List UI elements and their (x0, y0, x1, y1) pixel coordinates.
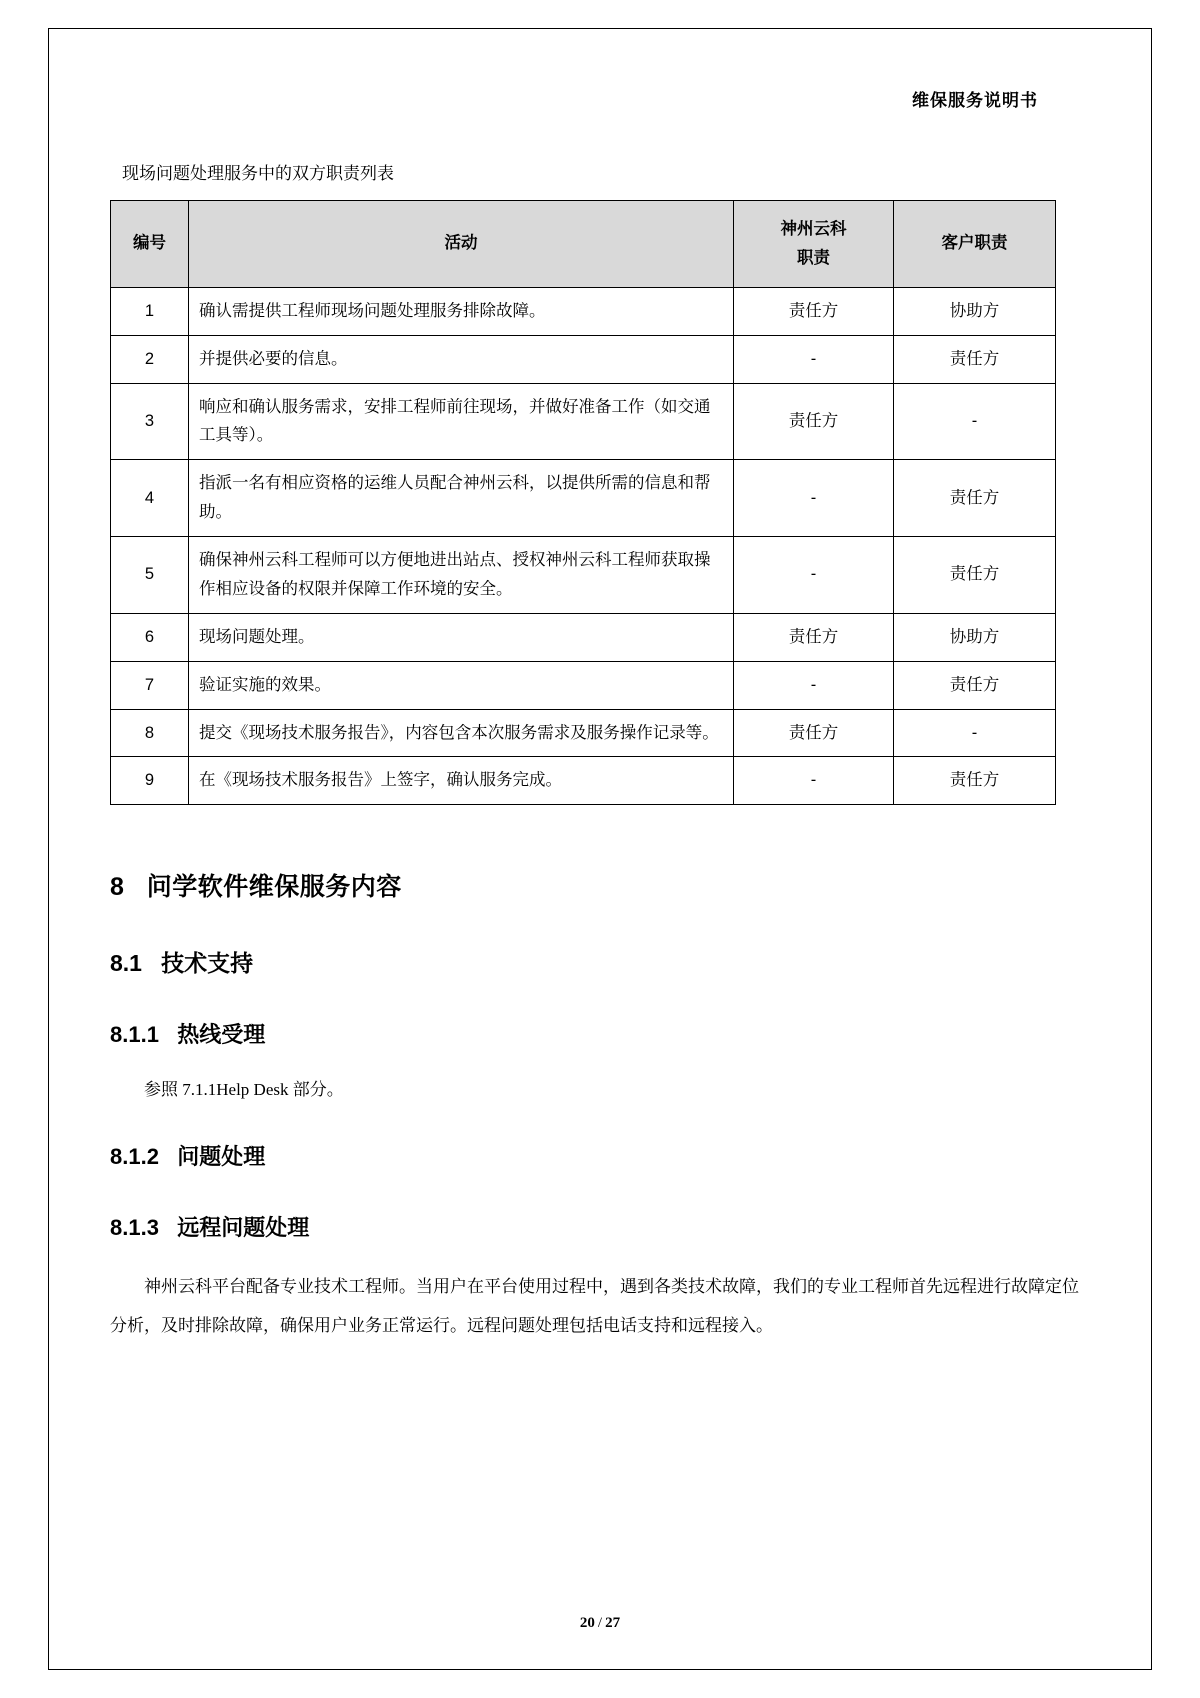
cell-activity: 响应和确认服务需求，安排工程师前往现场，并做好准备工作（如交通工具等）。 (189, 383, 734, 460)
cell-no: 2 (111, 335, 189, 383)
table-row (111, 613, 1056, 661)
cell-szyk-duty: - (734, 335, 894, 383)
cell-szyk-duty: - (734, 537, 894, 614)
cell-no: 4 (111, 460, 189, 537)
heading-8-number: 8 (110, 873, 125, 902)
cell-szyk-duty: 责任方 (734, 287, 894, 335)
heading-8-1-1-number: 8.1.1 (110, 1022, 159, 1048)
table-row (111, 287, 1056, 335)
cell-szyk-duty: - (734, 460, 894, 537)
cell-activity: 现场问题处理。 (189, 613, 734, 661)
paragraph-8-1-3: 神州云科平台配备专业技术工程师。当用户在平台使用过程中，遇到各类技术故障，我们的专业工程师首先远程进行故障定位分析，及时排除故障，确保用户业务正常运行。远程问题处理包括电话支持和远程接入。 (110, 1277, 1079, 1335)
column-header-customer-duty: 客户职责 (894, 201, 1056, 288)
heading-8-title: 问学软件维保服务内容 (146, 873, 402, 902)
heading-8-1-number: 8.1 (110, 950, 142, 977)
cell-activity: 确认需提供工程师现场问题处理服务排除故障。 (189, 287, 734, 335)
heading-8-1-3 (110, 1211, 1090, 1242)
heading-8-1 (110, 945, 1090, 978)
table-row (111, 460, 1056, 537)
cell-customer-duty: 责任方 (894, 537, 1056, 614)
cell-no: 5 (111, 537, 189, 614)
table-row (111, 383, 1056, 460)
cell-szyk-duty: 责任方 (734, 613, 894, 661)
cell-activity: 并提供必要的信息。 (189, 335, 734, 383)
page-content (48, 28, 1152, 1670)
cell-customer-duty: 责任方 (894, 661, 1056, 709)
cell-no: 3 (111, 383, 189, 460)
cell-customer-duty: 协助方 (894, 613, 1056, 661)
cell-szyk-duty: 责任方 (734, 709, 894, 757)
footer-current-page: 20 (579, 1615, 595, 1631)
table-caption: 现场问题处理服务中的双方职责列表 (122, 164, 394, 183)
cell-activity: 验证实施的效果。 (189, 661, 734, 709)
column-header-szyk-line1: 神州云科 (780, 220, 847, 238)
cell-customer-duty: 责任方 (894, 335, 1056, 383)
cell-customer-duty: 责任方 (894, 460, 1056, 537)
cell-activity: 指派一名有相应资格的运维人员配合神州云科，以提供所需的信息和帮助。 (189, 460, 734, 537)
heading-8-1-2-number: 8.1.2 (110, 1144, 159, 1170)
column-header-activity: 活动 (189, 201, 734, 288)
cell-no: 9 (111, 757, 189, 805)
cell-szyk-duty: - (734, 661, 894, 709)
table-row (111, 537, 1056, 614)
cell-no: 8 (111, 709, 189, 757)
document-header-title: 维保服务说明书 (912, 91, 1038, 110)
cell-activity: 在《现场技术服务报告》上签字，确认服务完成。 (189, 757, 734, 805)
cell-activity: 确保神州云科工程师可以方便地进出站点、授权神州云科工程师获取操作相应设备的权限并保障工作环境的安全。 (189, 537, 734, 614)
cell-customer-duty: - (894, 709, 1056, 757)
cell-customer-duty: 责任方 (894, 757, 1056, 805)
heading-8-1-2 (110, 1140, 1090, 1171)
cell-szyk-duty: 责任方 (734, 383, 894, 460)
cell-customer-duty: - (894, 383, 1056, 460)
heading-8-1-2-title: 问题处理 (177, 1144, 266, 1170)
cell-customer-duty: 协助方 (894, 287, 1056, 335)
cell-no: 6 (111, 613, 189, 661)
column-header-no: 编号 (111, 201, 189, 288)
cell-activity: 提交《现场技术服务报告》，内容包含本次服务需求及服务操作记录等。 (189, 709, 734, 757)
heading-8-1-3-number: 8.1.3 (110, 1215, 159, 1241)
paragraph-8-1-1: 参照 7.1.1Help Desk 部分。 (144, 1080, 344, 1100)
column-header-szyk-line2: 职责 (797, 248, 830, 267)
heading-8 (110, 867, 1090, 903)
column-header-szyk-duty (734, 201, 894, 288)
cell-szyk-duty: - (734, 757, 894, 805)
cell-no: 7 (111, 661, 189, 709)
heading-8-1-1 (110, 1018, 1090, 1049)
table-row (111, 335, 1056, 383)
footer-total-pages: 27 (605, 1615, 621, 1631)
duty-table (110, 200, 1056, 805)
heading-8-1-3-title: 远程问题处理 (177, 1215, 310, 1241)
table-header-row (111, 201, 1056, 288)
heading-8-1-1-title: 热线受理 (177, 1022, 266, 1048)
table-row (111, 757, 1056, 805)
table-row (111, 709, 1056, 757)
page-footer (0, 1615, 1200, 1632)
footer-separator: / (597, 1615, 603, 1631)
cell-no: 1 (111, 287, 189, 335)
heading-8-1-title: 技术支持 (161, 950, 254, 977)
table-row (111, 661, 1056, 709)
